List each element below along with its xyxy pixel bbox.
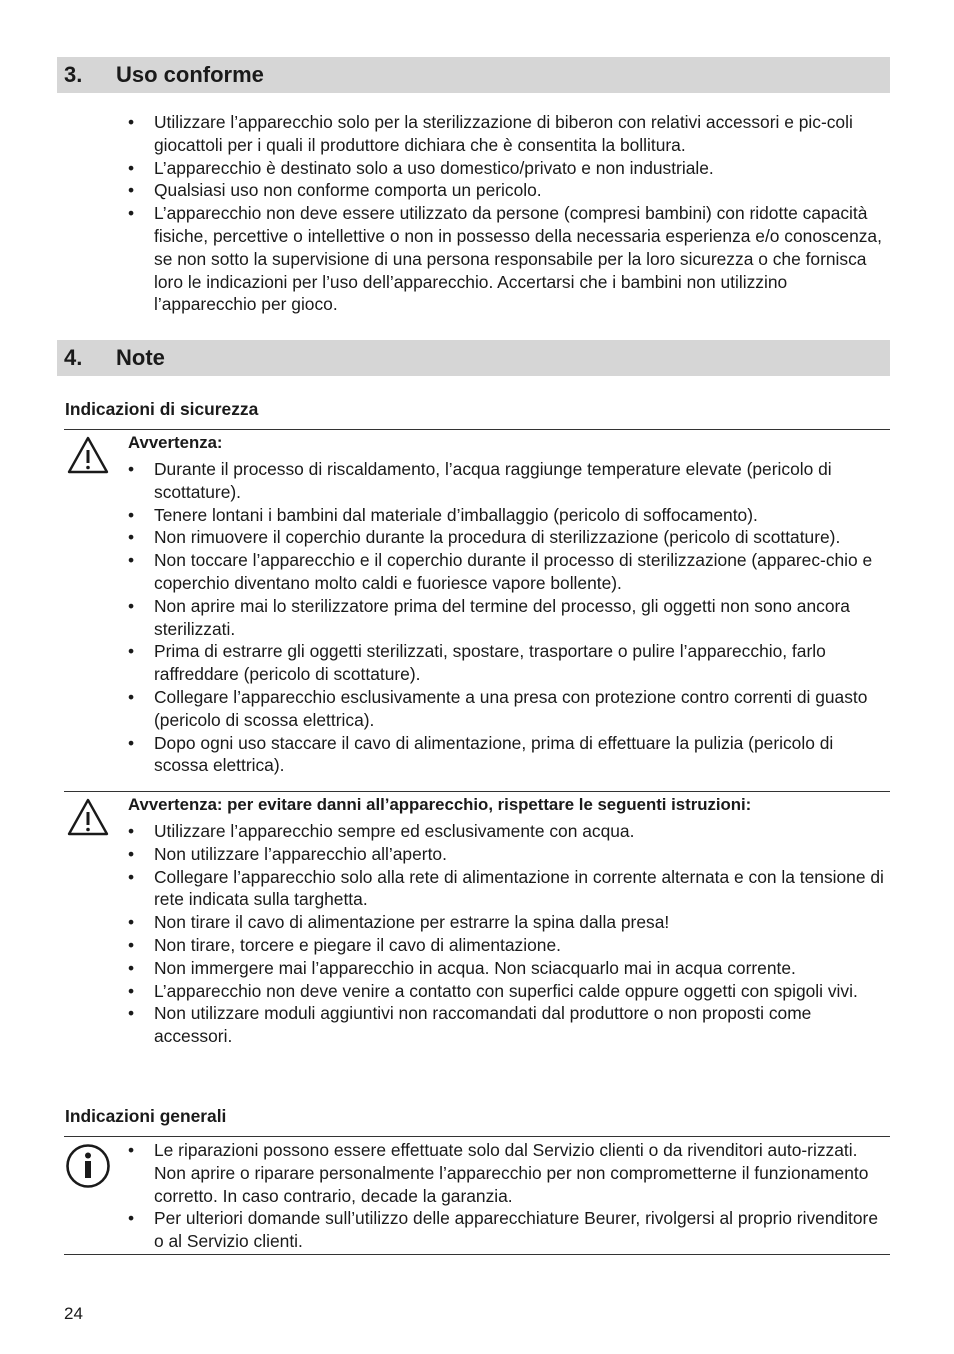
list-item: • Non tirare il cavo di alimentazione per estrarre la spina dalla presa! (128, 911, 888, 934)
list-item: • Non utilizzare moduli aggiuntivi non raccomandati dal produttore o non proposti come accessori. (128, 1002, 888, 1048)
section-3-header (57, 57, 890, 93)
section-3-title: Uso conforme (116, 62, 264, 87)
list-item: • Utilizzare l’apparecchio sempre ed esclusivamente con acqua. (128, 820, 888, 843)
list-item: • Non toccare l’apparecchio e il coperchio durante il processo di sterilizzazione (apparec-chio e coperchio diventano molto caldi e fuoriesce vapore bollente). (128, 549, 888, 595)
section-4-title: Note (116, 345, 165, 370)
list-item: • Non aprire mai lo sterilizzatore prima del termine del processo, gli oggetti non sono ancora sterilizzati. (128, 595, 888, 641)
list-item: • Collegare l’apparecchio solo alla rete di alimentazione in corrente alternata e con la tensione di rete indicata sulla targhetta. (128, 866, 888, 912)
list-item: • Collegare l’apparecchio esclusivamente a una presa con protezione contro correnti di guasto (pericolo di scossa elettrica). (128, 686, 888, 732)
section-3-number: 3. (64, 62, 83, 87)
list-item: • Prima di estrarre gli oggetti sterilizzati, spostare, trasportare o pulire l’apparecchio, farlo raffreddare (pericolo di scottature). (128, 640, 888, 686)
divider (64, 1136, 890, 1137)
warning-2-list (128, 820, 888, 1048)
warning-1-title: Avvertenza: (128, 433, 223, 452)
list-item: • Le riparazioni possono essere effettuate solo dal Servizio clienti o da rivenditori auto-rizzati. Non aprire o riparare personalmente l’apparecchio per non comprometterne il funzionamento corretto. In caso contrario, decade la garanzia. (128, 1139, 888, 1207)
list-item: • Non immergere mai l’apparecchio in acqua. Non sciacquarlo mai in acqua corrente. (128, 957, 888, 980)
list-item: • Non utilizzare l’apparecchio all’aperto. (128, 843, 888, 866)
divider (64, 1254, 890, 1255)
warning-triangle-icon (66, 797, 110, 837)
warning-triangle-icon (66, 435, 110, 475)
list-item: • L’apparecchio è destinato solo a uso domestico/privato e non industriale. (128, 157, 888, 180)
list-item: • Non rimuovere il coperchio durante la procedura di sterilizzazione (pericolo di scottature). (128, 526, 888, 549)
safety-heading: Indicazioni di sicurezza (65, 399, 259, 419)
list-item: • Per ulteriori domande sull’utilizzo delle apparecchiature Beurer, rivolgersi al proprio rivenditore o al Servizio clienti. (128, 1207, 888, 1253)
section-4-number: 4. (64, 345, 83, 370)
list-item: • Qualsiasi uso non conforme comporta un pericolo. (128, 179, 888, 202)
divider (64, 429, 890, 430)
warning-1-list (128, 458, 888, 777)
list-item: • Tenere lontani i bambini dal materiale d’imballaggio (pericolo di soffocamento). (128, 504, 888, 527)
page-number: 24 (64, 1304, 83, 1323)
list-item: • L’apparecchio non deve venire a contatto con superfici calde oppure oggetti con spigoli vivi. (128, 980, 888, 1003)
warning-2-title: Avvertenza: per evitare danni all’apparecchio, rispettare le seguenti istruzioni: (128, 795, 752, 814)
divider (64, 791, 890, 792)
list-item: • Dopo ogni uso staccare il cavo di alimentazione, prima di effettuare la pulizia (pericolo di scossa elettrica). (128, 732, 888, 778)
list-item: • Utilizzare l’apparecchio solo per la sterilizzazione di biberon con relativi accessori e pic-coli giocattoli per i quali il produttore dichiara che è consentita la bollitura. (128, 111, 888, 157)
list-item: • L’apparecchio non deve essere utilizzato da persone (compresi bambini) con ridotte capacità fisiche, percettive o intellettive o non in possesso della necessaria esperienza e/o conoscenza, se non sotto la supervisione di una persona responsabile per la loro sicurezza o che fornisca loro le indicazioni per l’uso dell’apparecchio. Accertarsi che i bambini non utilizzino l’apparecchio per gioco. (128, 202, 888, 316)
list-item: • Durante il processo di riscaldamento, l’acqua raggiunge temperature elevate (pericolo di scottature). (128, 458, 888, 504)
section-4-header (57, 340, 890, 376)
info-icon (65, 1143, 111, 1189)
list-item: • Non tirare, torcere e piegare il cavo di alimentazione. (128, 934, 888, 957)
general-heading: Indicazioni generali (65, 1106, 227, 1126)
general-list (128, 1139, 888, 1253)
section-3-list (128, 111, 888, 316)
